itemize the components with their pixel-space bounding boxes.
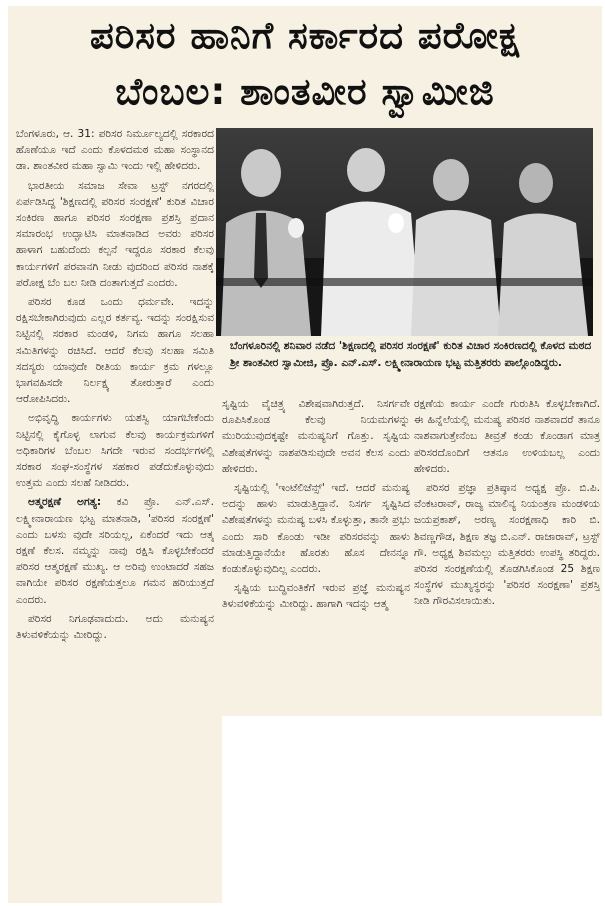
- paragraph-with-subhead: [16, 494, 214, 607]
- paragraph: ಪರಿಸರ ಕೂಡ ಒಂದು ಧರ್ಮವೇ. ಇದನ್ನು ರಕ್ಷಿಸಬೇಕಾಗಿರುವುದು ಎಲ್ಲರ ಕರ್ತವ್ಯ. ಇದನ್ನು ಸಂರಕ್ಷಿಸುವ ನಿಟ್ಟಿನಲ್ಲಿ ಸರಕಾರ ಮಂಡಳಿ, ನಿಗಮ ಹಾಗೂ ಸಲಹಾ ಸಮಿತಿಗಳನ್ನು ರಚಿಸಿದೆ. ಆದರೆ ಕೆಲವು ಸಲಹಾ ಸಮಿತಿ ಸದಸ್ಯರು ಯಾವುದೇ ರೀತಿಯ ಕಾರ್ಯ ಕ್ರಮ ಗಳಲ್ಲೂ ಭಾಗವಹಿಸದೇ ನಿರ್ಲಕ್ಷ್ಯ ತೋರುತ್ತಾರೆ ಎಂದು ಆರೋಪಿಸಿದರು.: [16, 296, 214, 406]
- headline: [8, 8, 602, 120]
- article-column-1: [16, 126, 214, 898]
- photo-image: [216, 128, 593, 336]
- blank-area: [222, 716, 605, 906]
- paragraph: ಸೃಷ್ಟಿಯಲ್ಲಿ 'ಇಂಟೆಲಿಜೆನ್ಸ್' ಇದೆ. ಆದರೆ ಮನುಷ್ಯ ಅದನ್ನು ಹಾಳು ಮಾಡುತ್ತಿದ್ದಾನೆ. ನಿಸರ್ಗ ಸೃಷ್ಟಿಸಿದ ವಿಶೇಷತೆಗಳನ್ನು ಮನುಷ್ಯ ಬಳಸಿ ಕೊಳ್ಳುತ್ತಾ, ತಾನೇ ಪ್ರಭು ಎಂದು ಸಾರಿ ಕೊಂಡು ಇಡೀ ಪರಿಸರವನ್ನು ಹಾಳು ಮಾಡುತ್ತಿದ್ದಾನೆಯೇ ಹೊರತು ಹೊಸ ದೇನನ್ನೂ ಕಂಡುಕೊಳ್ಳುವುದಿಲ್ಲ ಎಂದರು.: [222, 482, 410, 576]
- paragraph: ಭಾರತೀಯ ಸಮಾಜ ಸೇವಾ ಟ್ರಸ್ಟ್ ನಗರದಲ್ಲಿ ಏರ್ಪಡಿಸಿದ್ದ 'ಶಿಕ್ಷಣದಲ್ಲಿ ಪರಿಸರ ಸಂರಕ್ಷಣೆ' ಕುರಿತ ವಿಚಾರ ಸಂಕಿರಣ ಹಾಗೂ ಪರಿಸರ ಸಂರಕ್ಷಣಾ ಪ್ರಶಸ್ತಿ ಪ್ರದಾನ ಸಮಾರಂಭ ಉದ್ಘಾಟಿಸಿ ಮಾತನಾಡಿದ ಅವರು ಪರಿಸರ ಹಾಳಾಗ ಬಹುದೆಂದು ಕಲ್ಪನೆ ಇದ್ದರೂ ಸರಕಾರ ಕೆಲವು ಕಾರ್ಯಗಳಿಗೆ ಪರವಾನಗಿ ನೀಡು ವುದರಿಂದ ಪರಿಸರ ನಾಶಕ್ಕೆ ಪರೋಕ್ಷ ಬೆಂ ಬಲ ನೀಡಿ ದಂತಾಗುತ್ತದೆ ಎಂದರು.: [16, 179, 214, 289]
- article-column-2: [222, 396, 410, 696]
- subheading: ಆತ್ಮರಕ್ಷಣೆ ಅಗತ್ಯ:: [28, 496, 102, 509]
- paragraph: ಸೃಷ್ಟಿಯ ಬುದ್ಧಿವಂತಿಕೆಗೆ ಇರುವ ಪ್ರಜ್ಞೆ ಮನುಷ್ಯನ ತಿಳುವಳಿಕೆಯನ್ನು ಮೀರಿದ್ದು. ಹಾಗಾಗಿ ಇದನ್ನು ಆತ್ಮ: [222, 582, 410, 611]
- headline-line-2: ಬೆಂಬಲ: ಶಾಂತವೀರ ಸ್ವಾಮೀಜಿ: [115, 70, 495, 113]
- paragraph-text: ಕವಿ ಪ್ರೊ. ಎನ್.ಎಸ್. ಲಕ್ಷ್ಮೀನಾರಾಯಣ ಭಟ್ಟ ಮಾತನಾಡಿ, 'ಪರಿಸರ ಸಂರಕ್ಷಣೆ' ಎಂದು ಬಳಸು ವುದೇ ಸರಿಯಲ್ಲ, ಏಕೆಂದರೆ ಇದು ಆತ್ಮ ರಕ್ಷಣೆ ಕೆಲಸ. ನಮ್ಮನ್ನು ನಾವು ರಕ್ಷಿಸಿ ಕೊಳ್ಳಬೇಕೆಂದರೆ ಪರಿಸರ ಆತ್ಮರಕ್ಷಣೆ ಮುಖ್ಯ. ಆ ಅರಿವು ಉಂಟಾದರೆ ಸಹಜ ವಾಗಿಯೇ ಪರಿಸರ ರಕ್ಷಣೆಯತ್ತಲೂ ಗಮನ ಹರಿಯುತ್ತದೆ ಎಂದರು.: [16, 496, 214, 606]
- headline-line-1: ಪರಿಸರ ಹಾನಿಗೆ ಸರ್ಕಾರದ ಪರೋಕ್ಷ: [90, 14, 520, 57]
- paragraph: ರಕ್ಷಣೆಯ ಕಾರ್ಯ ಎಂದೇ ಗುರುತಿಸಿ ಕೊಳ್ಳಬೇಕಾಗಿದೆ. ಈ ಹಿನ್ನೆಲೆಯಲ್ಲಿ ಮನುಷ್ಯ ಪರಿಸರ ನಾಶವಾದರೆ ತಾನೂ ನಾಶವಾಗುತ್ತೇನೆಂಬ ತೀವ್ರತೆ ಕಂಡು ಕೊಂಡಾಗ ಮಾತ್ರ ಪರಿಸರದೊಂದಿಗೆ ಆತನೂ ಉಳಿಯಬಲ್ಲ ಎಂದು ಹೇಳಿದರು.: [414, 398, 600, 475]
- news-photo: [216, 128, 593, 336]
- paragraph: ಪರಿಸರ ನಿಗೂಢವಾದುದು. ಅದು ಮನುಷ್ಯನ ತಿಳುವಳಿಕೆಯನ್ನು ಮೀರಿದ್ದು.: [16, 612, 214, 642]
- paragraph: ಪರಿಸರ ಪ್ರಜ್ಞಾ ಪ್ರತಿಷ್ಠಾನ ಅಧ್ಯಕ್ಷ ಪ್ರೊ. ಬಿ.ಪಿ. ವೆಂಕಟರಾವ್, ರಾಜ್ಯ ಮಾಲಿನ್ಯ ನಿಯಂತ್ರಣ ಮಂಡಳಿಯ ಜಯಪ್ರಕಾಶ್, ಅರಣ್ಯ ಸಂರಕ್ಷಣಾಧಿ ಕಾರಿ ಬಿ. ಶಿವಣ್ಣಗೌಡ, ಶಿಕ್ಷಣ ತಜ್ಞ ಬಿ.ಎನ್. ರಾಜಾರಾವ್, ಟ್ರಸ್ಟ್ ಗೌ. ಅಧ್ಯಕ್ಷ ಶಿವಮಲ್ಲು ಮತ್ತಿತರರು ಉಪಸ್ಥಿ ತರಿದ್ದರು. ಪರಿಸರ ಸಂರಕ್ಷಣೆಯಲ್ಲಿ ತೊಡಗಿಸಿಕೊಂಡ 25 ಶಿಕ್ಷಣ ಸಂಸ್ಥೆಗಳ ಮುಖ್ಯಸ್ಥರನ್ನು 'ಪರಿಸರ ಸಂರಕ್ಷಣಾ' ಪ್ರಶಸ್ತಿ ನೀಡಿ ಗೌರವಿಸಲಾಯಿತು.: [414, 482, 600, 608]
- paragraph: ಸೃಷ್ಟಿಯ ವೈಚಿತ್ರ್ಯ ವಿಶೇಷವಾಗಿರುತ್ತದೆ. ನಿಸರ್ಗವೇ ರೂಪಿಸಿಕೊಂಡ ಕೆಲವು ನಿಯಮಗಳನ್ನು ಮುರಿಯುವುದಕ್ಕಷ್ಟೇ ಮನುಷ್ಯನಿಗೆ ಗೊತ್ತು. ಸೃಷ್ಟಿಯ ವಿಶೇಷತೆಗಳನ್ನು ನಾಶಪಡಿಸುವುದೇ ಅವನ ಕೆಲಸ ಎಂದು ಹೇಳಿದರು.: [222, 398, 410, 475]
- paragraph: ಬೆಂಗಳೂರು, ಆ. 31: ಪರಿಸರ ನಿರ್ಮೂಲ್ಯದಲ್ಲಿ ಸರಕಾರದ ಹೊಣೆಯೂ ಇದೆ ಎಂದು ಕೊಳದಮಠ ಮಹಾ ಸಂಸ್ಥಾನದ ಡಾ. ಶಾಂತವೀರ ಮಹಾ ಸ್ವಾಮಿ ಇಂದು ಇಲ್ಲಿ ಹೇಳಿದರು.: [16, 128, 214, 173]
- paragraph: ಅಭಿವೃದ್ಧಿ ಕಾರ್ಯಗಳು ಯಶಸ್ವಿ ಯಾಗಬೇಕೆಂದು ನಿಟ್ಟಿನಲ್ಲಿ ಕೈಗೊಳ್ಳ ಲಾಗುವ ಕೆಲವು ಕಾರ್ಯಕ್ರಮಗಳಿಗೆ ಅಧಿಕಾರಿಗಳ ಬೆಂಬಲ ಸಿಗದೇ ಇರುವ ಸಂದರ್ಭಗಳಲ್ಲಿ ಸರಕಾರ ಸಂಘ-ಸಂಸ್ಥೆಗಳ ಸಹಕಾರ ಪಡೆದುಕೊಳ್ಳುವುದು ಉತ್ತಮ ಎಂದು ಸಲಹೆ ನೀಡಿದರು.: [16, 412, 214, 490]
- photo-caption: ಬೆಂಗಳೂರಿನಲ್ಲಿ ಶನಿವಾರ ನಡೆದ 'ಶಿಕ್ಷಣದಲ್ಲಿ ಪರಿಸರ ಸಂರಕ್ಷಣೆ' ಕುರಿತ ವಿಚಾರ ಸಂಕಿರಣದಲ್ಲಿ ಕೊಳದ ಮಠದ ಶ್ರೀ ಶಾಂತವೀರ ಸ್ವಾಮೀಜಿ, ಪ್ರೊ. ಎನ್.ಎಸ್. ಲಕ್ಷ್ಮೀನಾರಾಯಣ ಭಟ್ಟ ಮತ್ತಿತರರು ಪಾಲ್ಗೊಂಡಿದ್ದರು.: [230, 340, 592, 369]
- article-column-3: [414, 396, 600, 696]
